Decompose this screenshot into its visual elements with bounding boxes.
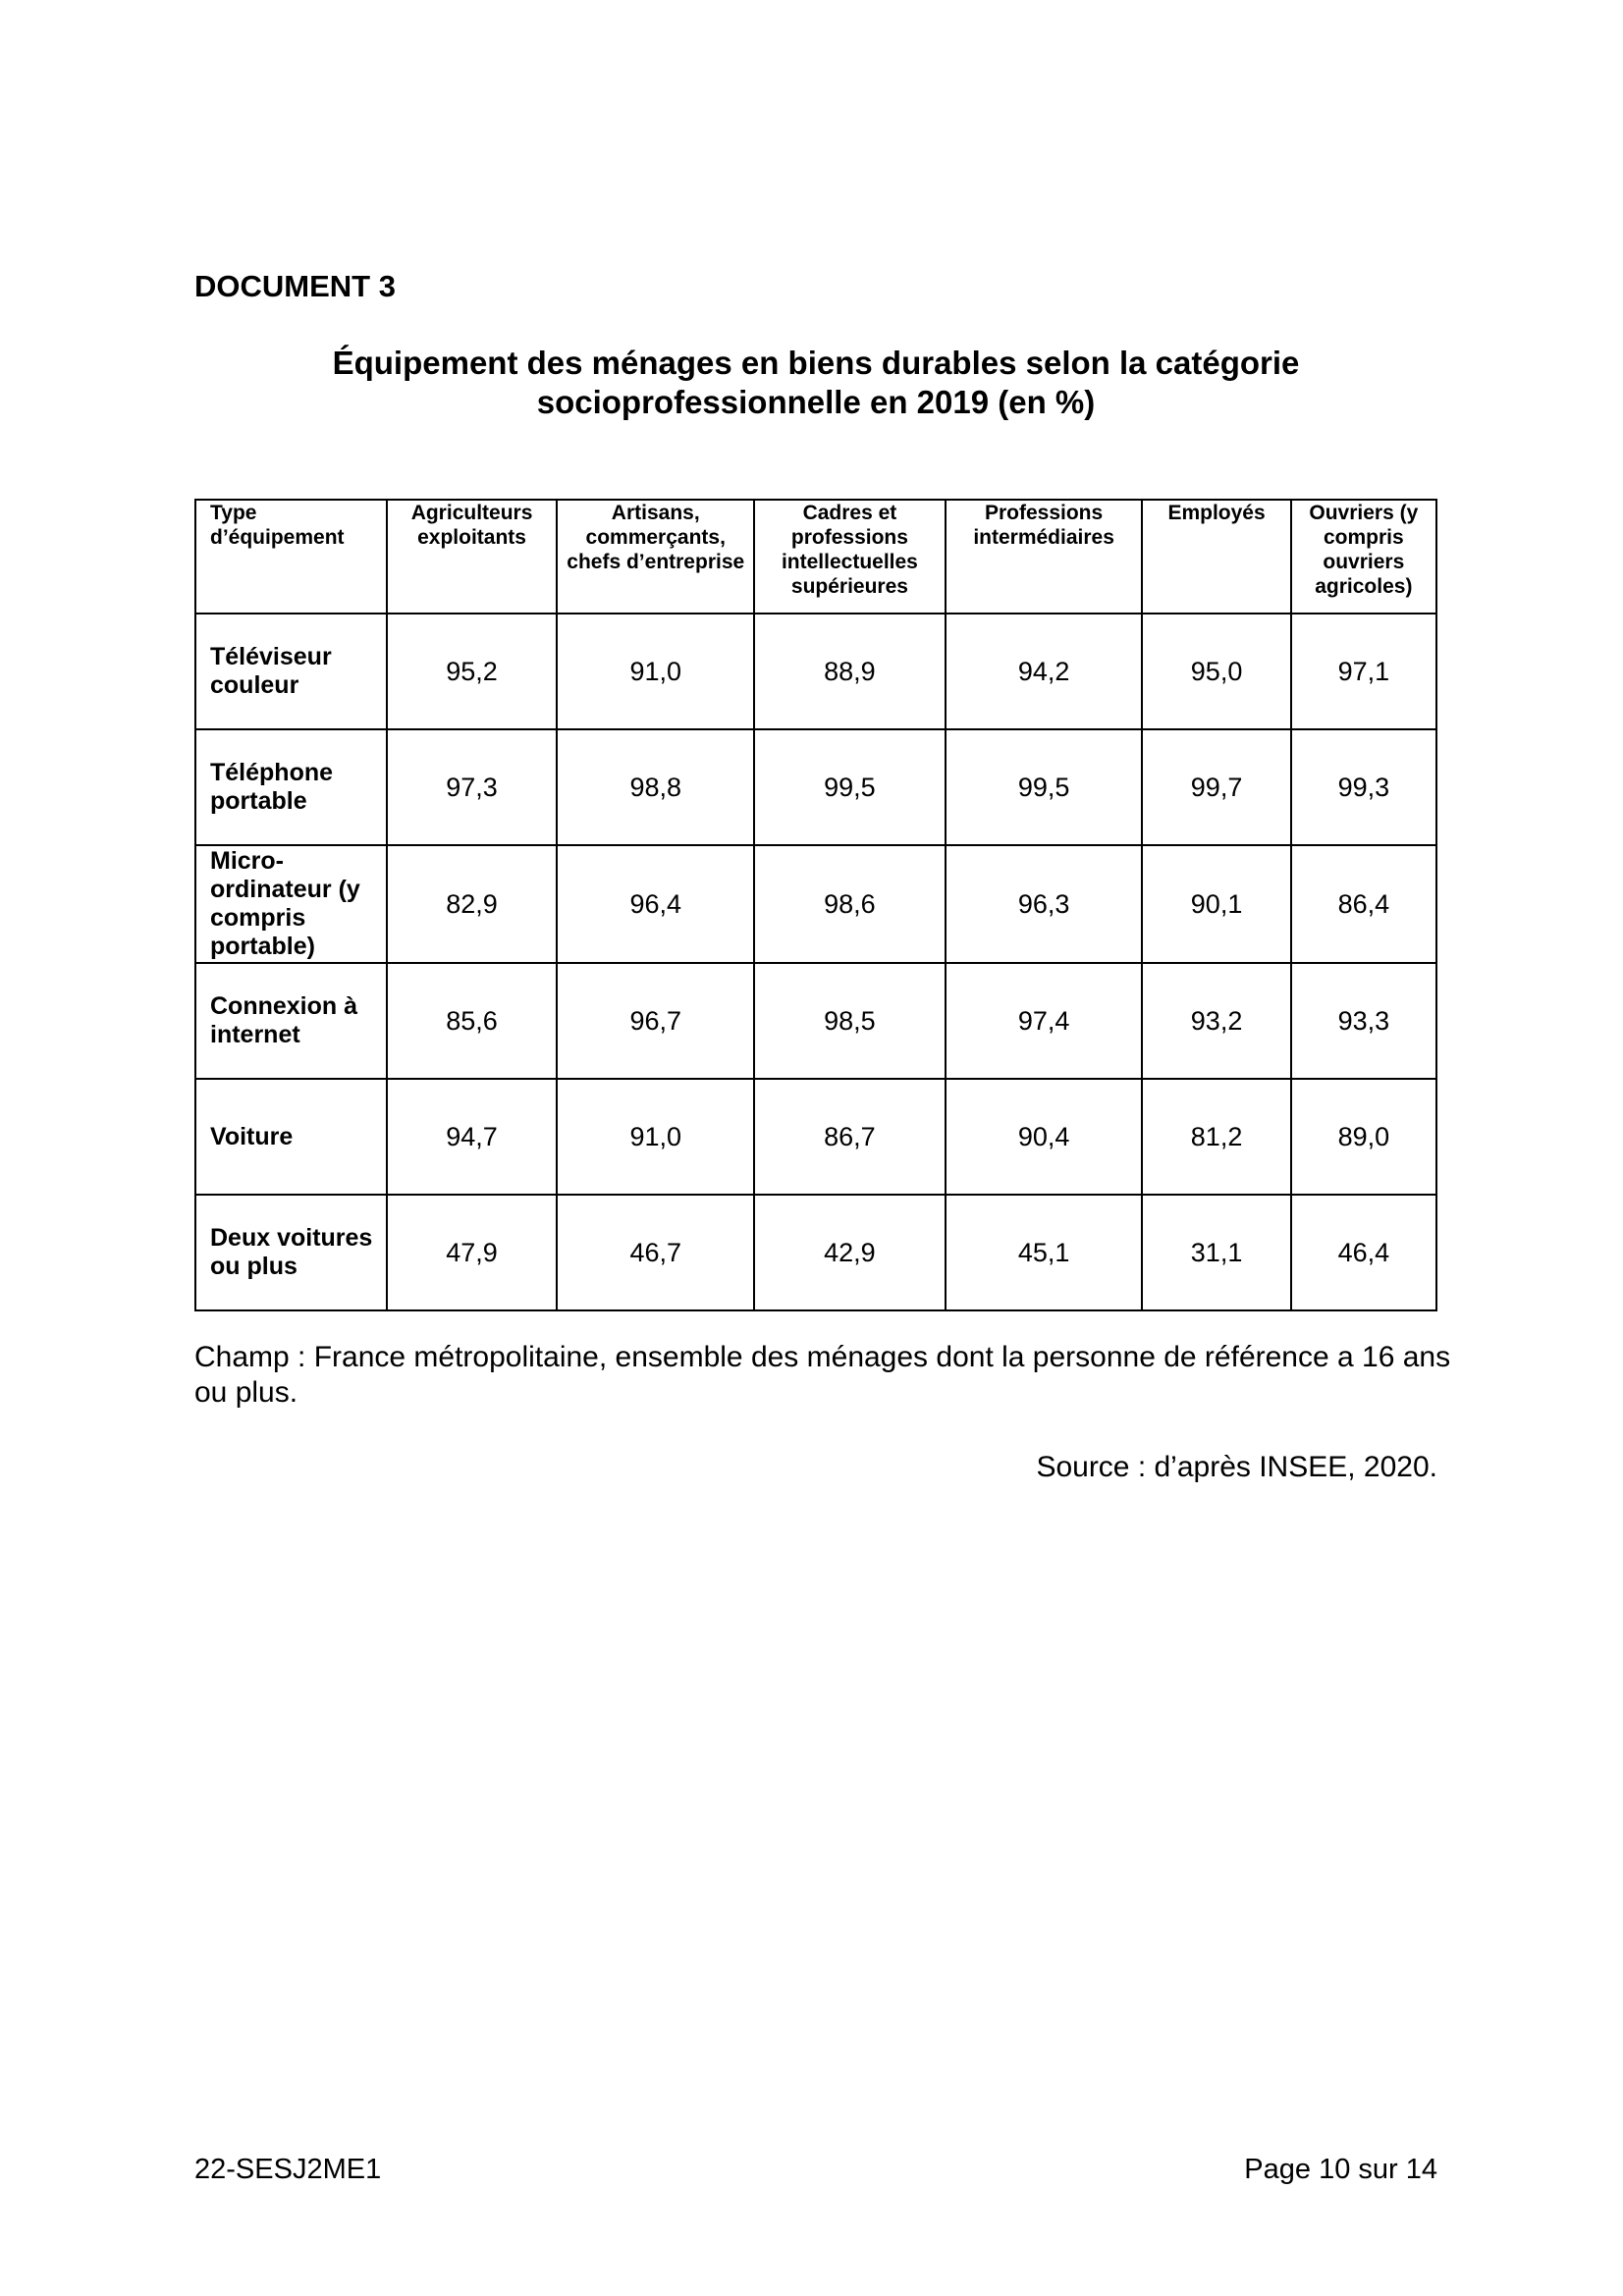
table-cell: 99,3 <box>1291 729 1436 845</box>
table-row <box>195 729 1436 845</box>
table-cell: 89,0 <box>1291 1079 1436 1195</box>
table-cell: 86,4 <box>1291 845 1436 963</box>
table-row <box>195 963 1436 1079</box>
row-label: Deux voitures ou plus <box>195 1195 387 1310</box>
table-cell: 98,8 <box>557 729 754 845</box>
footer-document-code: 22-SESJ2ME1 <box>194 2154 382 2185</box>
table-cell: 95,2 <box>387 614 558 729</box>
table-cell: 99,7 <box>1142 729 1290 845</box>
scope-note: Champ : France métropolitaine, ensemble des ménages dont la personne de référence a 16 ans ou plus. <box>194 1341 1451 1409</box>
table-cell: 47,9 <box>387 1195 558 1310</box>
table-header-row <box>195 500 1436 614</box>
table-cell: 94,7 <box>387 1079 558 1195</box>
table-cell: 85,6 <box>387 963 558 1079</box>
table-cell: 96,7 <box>557 963 754 1079</box>
table-cell: 93,3 <box>1291 963 1436 1079</box>
table-cell: 46,7 <box>557 1195 754 1310</box>
table-cell: 98,6 <box>754 845 946 963</box>
column-header: Artisans, commerçants, chefs d’entreprise <box>557 500 754 614</box>
table-cell: 97,3 <box>387 729 558 845</box>
table-cell: 31,1 <box>1142 1195 1290 1310</box>
table-row <box>195 845 1436 963</box>
table-cell: 46,4 <box>1291 1195 1436 1310</box>
table-cell: 86,7 <box>754 1079 946 1195</box>
document-label: DOCUMENT 3 <box>194 269 396 303</box>
table-cell: 88,9 <box>754 614 946 729</box>
table-cell: 45,1 <box>946 1195 1143 1310</box>
table-cell: 90,1 <box>1142 845 1290 963</box>
table-row <box>195 1195 1436 1310</box>
row-label: Connexion à internet <box>195 963 387 1079</box>
table-cell: 95,0 <box>1142 614 1290 729</box>
row-label: Voiture <box>195 1079 387 1195</box>
row-label: Micro-ordinateur (y compris portable) <box>195 845 387 963</box>
table-cell: 91,0 <box>557 614 754 729</box>
table-cell: 97,1 <box>1291 614 1436 729</box>
row-label: Téléphone portable <box>195 729 387 845</box>
source-note: Source : d’après INSEE, 2020. <box>1036 1451 1437 1483</box>
table-cell: 96,4 <box>557 845 754 963</box>
table-cell: 91,0 <box>557 1079 754 1195</box>
column-header: Ouvriers (y compris ouvriers agricoles) <box>1291 500 1436 614</box>
table-cell: 81,2 <box>1142 1079 1290 1195</box>
row-label: Téléviseur couleur <box>195 614 387 729</box>
column-header: Professions intermédiaires <box>946 500 1143 614</box>
table-cell: 98,5 <box>754 963 946 1079</box>
table-row <box>195 1079 1436 1195</box>
page-title <box>194 344 1437 422</box>
column-header: Cadres et professions intellectuelles supérieures <box>754 500 946 614</box>
table-cell: 82,9 <box>387 845 558 963</box>
table-row <box>195 614 1436 729</box>
table-cell: 99,5 <box>754 729 946 845</box>
title-line-2: socioprofessionnelle en 2019 (en %) <box>536 384 1096 420</box>
table-cell: 93,2 <box>1142 963 1290 1079</box>
table-cell: 94,2 <box>946 614 1143 729</box>
column-header: Employés <box>1142 500 1290 614</box>
title-line-1: Équipement des ménages en biens durables selon la catégorie <box>332 345 1300 381</box>
table-cell: 97,4 <box>946 963 1143 1079</box>
table-cell: 42,9 <box>754 1195 946 1310</box>
equipment-table <box>194 499 1437 1311</box>
footer-page-number: Page 10 sur 14 <box>1244 2154 1437 2185</box>
column-header: Agriculteurs exploitants <box>387 500 558 614</box>
table-cell: 90,4 <box>946 1079 1143 1195</box>
table-cell: 96,3 <box>946 845 1143 963</box>
table-cell: 99,5 <box>946 729 1143 845</box>
column-header: Type d’équipement <box>195 500 387 614</box>
